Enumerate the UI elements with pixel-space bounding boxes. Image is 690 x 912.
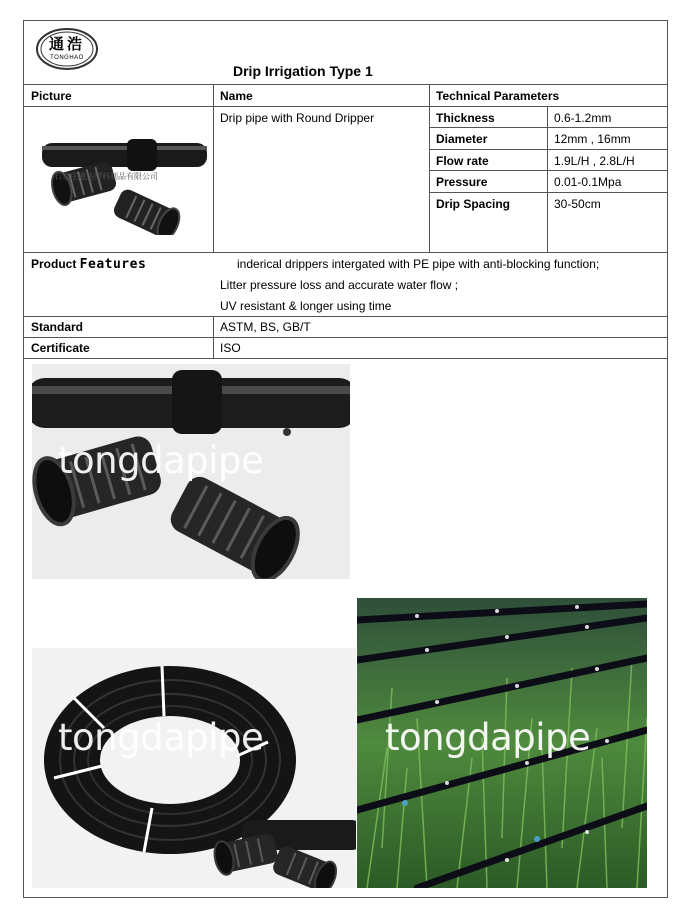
param-label: Drip Spacing xyxy=(436,197,511,211)
grid-line xyxy=(24,252,667,253)
logo-chinese-text: 通浩 xyxy=(48,35,85,53)
features-label: Product Features xyxy=(31,257,147,272)
grid-line xyxy=(213,84,214,252)
watermark-text: tongdapipe xyxy=(58,439,264,482)
header-name: Name xyxy=(220,89,253,103)
feature-line: UV resistant & longer using time xyxy=(220,299,392,313)
certificate-label: Certificate xyxy=(31,341,90,355)
grid-line xyxy=(213,316,214,358)
grid-line xyxy=(429,170,667,171)
watermark-text: tongdapipe xyxy=(385,716,591,759)
header-picture: Picture xyxy=(31,89,72,103)
standard-value: ASTM, BS, GB/T xyxy=(220,320,311,334)
logo-latin-text: TONGHAO xyxy=(50,55,84,61)
certificate-value: ISO xyxy=(220,341,241,355)
param-label: Flow rate xyxy=(436,154,489,168)
param-value: 30-50cm xyxy=(554,197,601,211)
param-value: 0.6-1.2mm xyxy=(554,111,612,125)
grid-line xyxy=(24,316,667,317)
grid-line xyxy=(429,149,667,150)
grid-line xyxy=(24,106,667,107)
standard-label: Standard xyxy=(31,320,84,334)
product-photo-small xyxy=(42,137,207,235)
field-photo xyxy=(357,598,647,888)
header-technical: Technical Parameters xyxy=(436,89,560,103)
dripper-photo xyxy=(32,364,350,579)
photo-caption: 石家庄通达塑料制品有限公司 xyxy=(54,172,158,181)
param-value: 0.01-0.1Mpa xyxy=(554,175,622,189)
company-logo xyxy=(35,27,99,71)
spec-sheet xyxy=(23,20,668,898)
page-title: Drip Irrigation Type 1 xyxy=(233,63,373,79)
param-label: Diameter xyxy=(436,132,488,146)
grid-line xyxy=(24,337,667,338)
grid-line xyxy=(24,358,667,359)
param-label: Thickness xyxy=(436,111,495,125)
grid-line xyxy=(429,84,430,252)
coil-photo xyxy=(32,648,356,888)
watermark-text: tongdapipe xyxy=(58,716,264,759)
param-value: 1.9L/H , 2.8L/H xyxy=(554,154,635,168)
grid-line xyxy=(547,106,548,252)
grid-line xyxy=(24,84,667,85)
param-value: 12mm , 16mm xyxy=(554,132,631,146)
grid-line xyxy=(429,127,667,128)
feature-line: inderical drippers intergated with PE pipe with anti-blocking function; xyxy=(237,257,600,271)
grid-line xyxy=(429,192,667,193)
product-name: Drip pipe with Round Dripper xyxy=(220,111,375,125)
param-label: Pressure xyxy=(436,175,488,189)
feature-line: Litter pressure loss and accurate water flow ; xyxy=(220,278,459,292)
